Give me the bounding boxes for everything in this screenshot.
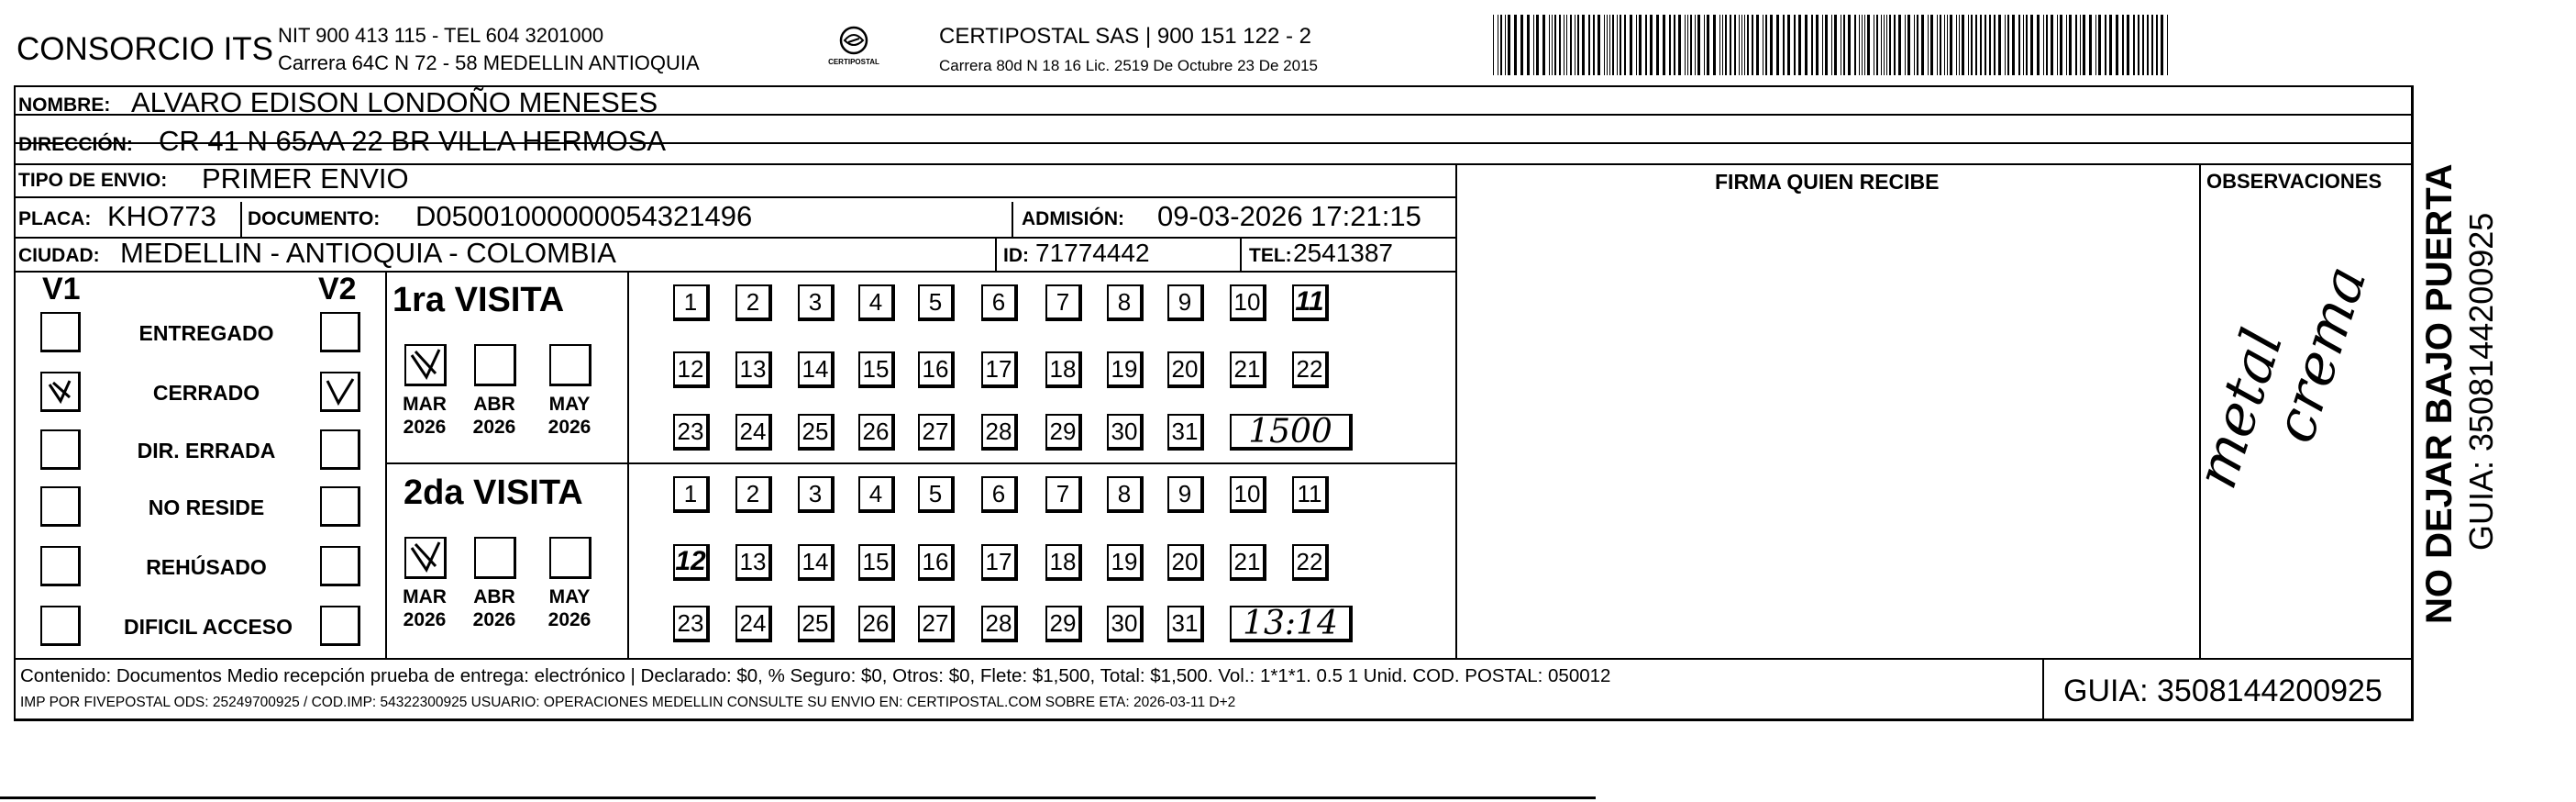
barcode-bar bbox=[1825, 15, 1828, 75]
barcode-bar bbox=[1917, 15, 1918, 75]
courier-license: Carrera 80d N 18 16 Lic. 2519 De Octubre 23 De 2015 bbox=[939, 57, 1318, 74]
barcode-bar bbox=[1685, 15, 1686, 75]
barcode-bar bbox=[1886, 15, 1887, 75]
barcode-bar bbox=[1956, 15, 1957, 75]
visit-1-day-box[interactable]: 17 bbox=[981, 351, 1018, 388]
firma-quien-recibe-label: FIRMA QUIEN RECIBE bbox=[1715, 170, 1940, 194]
barcode-bar bbox=[1577, 15, 1579, 75]
barcode-bar bbox=[1674, 15, 1675, 75]
barcode-bar bbox=[1636, 15, 1637, 75]
barcode-bar bbox=[1989, 15, 1991, 75]
visit-2-day-box[interactable]: 13 bbox=[735, 544, 772, 581]
barcode-bar bbox=[1493, 15, 1494, 75]
barcode-bar bbox=[1588, 15, 1590, 75]
barcode-bar bbox=[1617, 15, 1618, 75]
barcode-bar bbox=[1831, 15, 1832, 75]
barcode-bar bbox=[2057, 15, 2058, 75]
barcode-bar bbox=[1624, 15, 1626, 75]
barcode-bar bbox=[1944, 15, 1945, 75]
documento-value: D05001000000054321496 bbox=[415, 200, 753, 232]
barcode-bar bbox=[1928, 15, 1929, 75]
visit-1-day-box[interactable]: 11 bbox=[1292, 284, 1329, 321]
visit-2-day-box[interactable]: 12 bbox=[673, 544, 710, 581]
visit-1-day-box[interactable]: 23 bbox=[673, 414, 710, 451]
barcode-bar bbox=[1669, 15, 1671, 75]
visit-2-day-box[interactable]: 1 bbox=[673, 476, 710, 513]
barcode-bar bbox=[1697, 15, 1700, 75]
visit-2-day-box[interactable]: 20 bbox=[1167, 544, 1204, 581]
visit-1-day-box[interactable]: 13 bbox=[735, 351, 772, 388]
admision-value: 09-03-2026 17:21:15 bbox=[1157, 200, 1421, 232]
barcode-bar bbox=[1843, 15, 1845, 75]
documento-label: DOCUMENTO: bbox=[248, 208, 381, 229]
barcode-bar bbox=[1552, 15, 1553, 75]
barcode-bar bbox=[1520, 15, 1523, 75]
visit-1-day-box[interactable]: 30 bbox=[1107, 414, 1144, 451]
visit-1-day-box[interactable]: 18 bbox=[1045, 351, 1082, 388]
visit-2-day-box[interactable]: 28 bbox=[981, 606, 1018, 642]
barcode-bar bbox=[1770, 15, 1773, 75]
visit-2-day-box[interactable]: 7 bbox=[1045, 476, 1082, 513]
visit-2-day-box[interactable]: 27 bbox=[918, 606, 955, 642]
visit-2-day-box[interactable]: 3 bbox=[798, 476, 835, 513]
barcode-bar bbox=[1536, 15, 1539, 75]
barcode-bar bbox=[1962, 15, 1964, 75]
barcode-bar bbox=[1959, 15, 1960, 75]
barcode-bar bbox=[1787, 15, 1790, 75]
barcode-bar bbox=[1747, 15, 1749, 75]
barcode-bar bbox=[1898, 15, 1901, 75]
barcode-bar bbox=[1914, 15, 1915, 75]
v1-check-mark-icon bbox=[42, 373, 79, 410]
tipo-envio-value: PRIMER ENVIO bbox=[202, 162, 409, 195]
visit-2-day-box[interactable]: 5 bbox=[918, 476, 955, 513]
barcode-bar bbox=[1756, 15, 1759, 75]
visit-1-day-box[interactable]: 3 bbox=[798, 284, 835, 321]
barcode-bar bbox=[1805, 15, 1808, 75]
courier-name: CERTIPOSTAL SAS | 900 151 122 - 2 bbox=[939, 24, 1311, 49]
barcode-bar bbox=[2109, 15, 2112, 75]
visit-2-day-box[interactable]: 22 bbox=[1292, 544, 1329, 581]
barcode-bar bbox=[2046, 15, 2048, 75]
barcode-bar bbox=[1975, 15, 1977, 75]
visit-2-day-box[interactable]: 9 bbox=[1167, 476, 1204, 513]
v1-checkbox-dificil-acceso[interactable] bbox=[40, 606, 81, 646]
visit-2-day-box[interactable]: 4 bbox=[858, 476, 895, 513]
ciudad-label: CIUDAD: bbox=[18, 245, 100, 266]
visit-2-day-box[interactable]: 21 bbox=[1230, 544, 1266, 581]
visit-1-day-box[interactable]: 29 bbox=[1045, 414, 1082, 451]
barcode-bar bbox=[1980, 15, 1982, 75]
barcode-bar bbox=[2080, 15, 2081, 75]
barcode-bar bbox=[1998, 15, 2001, 75]
visit-2-month-checkbox-may[interactable] bbox=[549, 537, 591, 579]
visit-2-day-box[interactable]: 14 bbox=[798, 544, 835, 581]
barcode-bar bbox=[2066, 15, 2067, 75]
barcode-bar bbox=[1854, 15, 1856, 75]
tel-value: 2541387 bbox=[1293, 239, 1394, 267]
visit-2-day-box[interactable]: 19 bbox=[1107, 544, 1144, 581]
visit-1-day-box[interactable]: 21 bbox=[1230, 351, 1266, 388]
barcode-bar bbox=[2156, 15, 2158, 75]
visit-1-day-box[interactable]: 9 bbox=[1167, 284, 1204, 321]
v1-checkbox-cerrado[interactable] bbox=[40, 372, 81, 412]
visit-2-day-box[interactable]: 2 bbox=[735, 476, 772, 513]
barcode-bar bbox=[1678, 15, 1681, 75]
status-label-reh-sado: REHÚSADO bbox=[146, 555, 267, 579]
barcode-bar bbox=[2043, 15, 2044, 75]
visit-2-day-box[interactable]: 17 bbox=[981, 544, 1018, 581]
barcode-bar bbox=[1690, 15, 1692, 75]
footer-imp: IMP POR FIVEPOSTAL ODS: 25249700925 / COD.IMP: 54322300925 USUARIO: OPERACIONES MEDELLIN CONSULTE SU ENVIO EN: CERTIPOSTAL.COM SOBRE ETA: 2026-03-11 D+2 bbox=[20, 695, 1236, 710]
observacion-metal: metal bbox=[2182, 320, 2296, 496]
barcode-bar bbox=[1811, 15, 1813, 75]
barcode-bar bbox=[2127, 15, 2129, 75]
barcode-bar bbox=[2075, 15, 2077, 75]
visit-1-year-label: 2026 bbox=[547, 417, 591, 438]
barcode-bar bbox=[1848, 15, 1851, 75]
barcode-bar bbox=[1907, 15, 1910, 75]
barcode-bar bbox=[2089, 15, 2092, 75]
barcode-bar bbox=[1798, 15, 1801, 75]
tel-label: TEL: bbox=[1249, 245, 1292, 266]
direccion-label: DIRECCIÓN: bbox=[18, 134, 133, 155]
visit-2-month-label: MAR bbox=[403, 586, 447, 607]
barcode-bar bbox=[1889, 15, 1891, 75]
v1-checkbox-reh-sado[interactable] bbox=[40, 546, 81, 586]
barcode-bar bbox=[1884, 15, 1885, 75]
visit-1-year-label: 2026 bbox=[472, 417, 516, 438]
visit-2-month-checkbox-mar[interactable] bbox=[404, 537, 447, 579]
bottom-separator bbox=[0, 796, 1596, 799]
v2-check-mark-icon bbox=[322, 373, 359, 410]
visit-1-day-box[interactable]: 28 bbox=[981, 414, 1018, 451]
barcode-bar bbox=[1921, 15, 1924, 75]
visit-1-day-box[interactable]: 16 bbox=[918, 351, 955, 388]
visit-2-day-box[interactable]: 24 bbox=[735, 606, 772, 642]
visit-1-day-box[interactable]: 14 bbox=[798, 351, 835, 388]
v1-checkbox-dir-errada[interactable] bbox=[40, 429, 81, 470]
observaciones-label: OBSERVACIONES bbox=[2206, 170, 2383, 193]
barcode-bar bbox=[1549, 15, 1550, 75]
visit-1-year-label: 2026 bbox=[403, 417, 447, 438]
visit-1-day-box[interactable]: 27 bbox=[918, 414, 955, 451]
visit-2-year-label: 2026 bbox=[403, 609, 447, 630]
barcode-bar bbox=[1741, 15, 1742, 75]
visit-1-day-box[interactable]: 26 bbox=[858, 414, 895, 451]
barcode-bar bbox=[1598, 15, 1600, 75]
barcode-bar bbox=[2069, 15, 2072, 75]
barcode-bar bbox=[1505, 15, 1506, 75]
barcode-bar bbox=[2095, 15, 2096, 75]
visit-2-day-box[interactable]: 18 bbox=[1045, 544, 1082, 581]
barcode-bar bbox=[1704, 15, 1705, 75]
barcode-bar bbox=[1656, 15, 1659, 75]
visit-1-day-box[interactable]: 10 bbox=[1230, 284, 1266, 321]
barcode-bar bbox=[1725, 15, 1727, 75]
status-label-no-reside: NO RESIDE bbox=[148, 496, 265, 519]
visit-1-month-label: MAY bbox=[548, 394, 591, 415]
visit-1-day-box[interactable]: 1 bbox=[673, 284, 710, 321]
barcode-bar bbox=[1639, 15, 1642, 75]
barcode-bar bbox=[2151, 15, 2153, 75]
certipostal-logo bbox=[821, 22, 887, 73]
barcode-bar bbox=[2138, 15, 2139, 75]
barcode-bar bbox=[2051, 15, 2053, 75]
visit-1-day-box[interactable]: 24 bbox=[735, 414, 772, 451]
barcode-bar bbox=[1500, 15, 1502, 75]
barcode-bar bbox=[1713, 15, 1716, 75]
id-value: 71774442 bbox=[1035, 239, 1150, 267]
visit-1-day-box[interactable]: 22 bbox=[1292, 351, 1329, 388]
barcode-bar bbox=[2098, 15, 2101, 75]
barcode-bar bbox=[1593, 15, 1595, 75]
barcode-bar bbox=[1994, 15, 1996, 75]
footer-contenido: Contenido: Documentos Medio recepción prueba de entrega: electrónico | Declarado: $0, % Seguro: $0, Otros: $0, Flete: $1,500, Total: $1,500. Vol.: 1*1*1. 0.5 1 Unid. COD. POSTAL: 050012 bbox=[20, 665, 1611, 686]
status-label-dir-errada: DIR. ERRADA bbox=[137, 439, 276, 462]
visit-2-day-box[interactable]: 31 bbox=[1167, 606, 1204, 642]
visit-2-year-label: 2026 bbox=[472, 609, 516, 630]
month-check-mark-icon bbox=[406, 346, 445, 384]
placa-value: KHO773 bbox=[107, 200, 216, 232]
status-label-entregado: ENTREGADO bbox=[138, 321, 274, 345]
nombre-label: NOMBRE: bbox=[18, 95, 111, 116]
visit-2-day-box[interactable]: 11 bbox=[1292, 476, 1329, 513]
v2-checkbox-no-reside[interactable] bbox=[320, 486, 360, 527]
barcode-bar bbox=[2030, 15, 2033, 75]
barcode-bar bbox=[1834, 15, 1837, 75]
visit-1-day-box[interactable]: 20 bbox=[1167, 351, 1204, 388]
barcode-bar bbox=[2005, 15, 2006, 75]
visit-1-month-checkbox-abr[interactable] bbox=[474, 344, 516, 386]
barcode-bar bbox=[1859, 15, 1860, 75]
v2-checkbox-cerrado[interactable] bbox=[320, 372, 360, 412]
observacion-crema: crema bbox=[2260, 257, 2380, 451]
barcode-bar bbox=[2026, 15, 2028, 75]
barcode-bar bbox=[1650, 15, 1653, 75]
barcode-bar bbox=[1744, 15, 1745, 75]
certipostal-logo-text: CERTIPOSTAL bbox=[828, 58, 879, 66]
barcode-bar bbox=[1862, 15, 1863, 75]
id-label: ID: bbox=[1003, 245, 1029, 266]
barcode-bar bbox=[1905, 15, 1906, 75]
visit-1-month-checkbox-may[interactable] bbox=[549, 344, 591, 386]
barcode-bar bbox=[2142, 15, 2144, 75]
v1-checkbox-no-reside[interactable] bbox=[40, 486, 81, 527]
v2-checkbox-entregado[interactable] bbox=[320, 312, 360, 352]
barcode-bar bbox=[2007, 15, 2009, 75]
month-check-mark-icon bbox=[406, 539, 445, 577]
footer-guia: GUIA: 3508144200925 bbox=[2063, 674, 2383, 708]
barcode-bar bbox=[1739, 15, 1740, 75]
barcode-bar bbox=[1950, 15, 1952, 75]
barcode-bar bbox=[1533, 15, 1534, 75]
barcode-bar bbox=[1527, 15, 1530, 75]
barcode-bar bbox=[2133, 15, 2135, 75]
barcode-bar bbox=[2060, 15, 2062, 75]
barcode-bar bbox=[1968, 15, 1969, 75]
visit-1-day-box[interactable]: 7 bbox=[1045, 284, 1082, 321]
side-guia: GUIA: 3508144200925 bbox=[2462, 212, 2500, 551]
barcode-bar bbox=[1783, 15, 1785, 75]
visit-2-month-label: ABR bbox=[473, 586, 515, 607]
visit-2-day-box[interactable]: 26 bbox=[858, 606, 895, 642]
visit-2-day-box[interactable]: 8 bbox=[1107, 476, 1144, 513]
barcode-bar bbox=[2037, 15, 2040, 75]
barcode-bar bbox=[1971, 15, 1973, 75]
barcode-bar bbox=[1554, 15, 1556, 75]
visit-2-day-box[interactable]: 29 bbox=[1045, 606, 1082, 642]
v2-checkbox-dir-errada[interactable] bbox=[320, 429, 360, 470]
barcode-bar bbox=[1687, 15, 1688, 75]
barcode-bar bbox=[1876, 15, 1878, 75]
visit-2-day-box[interactable]: 15 bbox=[858, 544, 895, 581]
barcode-bar bbox=[1940, 15, 1941, 75]
barcode-bar bbox=[2023, 15, 2024, 75]
visit-1-day-box[interactable]: 8 bbox=[1107, 284, 1144, 321]
barcode-bar bbox=[2161, 15, 2163, 75]
barcode-bar bbox=[1570, 15, 1572, 75]
barcode-bar bbox=[1734, 15, 1736, 75]
visit-2-month-checkbox-abr[interactable] bbox=[474, 537, 516, 579]
v1-checkbox-entregado[interactable] bbox=[40, 312, 81, 352]
visit-2-day-box[interactable]: 23 bbox=[673, 606, 710, 642]
barcode-bar bbox=[1794, 15, 1796, 75]
visit-1-day-box[interactable]: 4 bbox=[858, 284, 895, 321]
visit-1-day-box[interactable]: 31 bbox=[1167, 414, 1204, 451]
barcode-bar bbox=[1867, 15, 1870, 75]
placa-label: PLACA: bbox=[18, 208, 92, 229]
barcode-bar bbox=[1937, 15, 1938, 75]
visit-1-day-box[interactable]: 19 bbox=[1107, 351, 1144, 388]
barcode-bar bbox=[2116, 15, 2118, 75]
visit-2-day-box[interactable]: 10 bbox=[1230, 476, 1266, 513]
visit-1-day-box[interactable]: 2 bbox=[735, 284, 772, 321]
barcode-bar bbox=[1559, 15, 1561, 75]
barcode-bar bbox=[2105, 15, 2106, 75]
barcode-bar bbox=[1620, 15, 1621, 75]
barcode-bar bbox=[1752, 15, 1753, 75]
barcode-bar bbox=[1776, 15, 1779, 75]
barcode-bar bbox=[2083, 15, 2085, 75]
barcode-bar bbox=[1985, 15, 1986, 75]
visit-1-day-box[interactable]: 12 bbox=[673, 351, 710, 388]
v2-checkbox-dificil-acceso[interactable] bbox=[320, 606, 360, 646]
barcode-bar bbox=[1663, 15, 1665, 75]
barcode-bar bbox=[1566, 15, 1567, 75]
barcode-bar bbox=[1765, 15, 1767, 75]
status-label-dificil-acceso: DIFICIL ACCESO bbox=[124, 615, 293, 639]
ciudad-value: MEDELLIN - ANTIOQUIA - COLOMBIA bbox=[120, 237, 616, 269]
visit-1-day-box[interactable]: 15 bbox=[858, 351, 895, 388]
direccion-value: CR 41 N 65AA 22 BR VILLA HERMOSA bbox=[159, 125, 667, 157]
v1-label: V1 bbox=[42, 272, 81, 306]
barcode-bar bbox=[1508, 15, 1510, 75]
barcode-bar bbox=[1822, 15, 1823, 75]
barcode-bar bbox=[1604, 15, 1605, 75]
barcode-bar bbox=[2012, 15, 2015, 75]
barcode-bar bbox=[1514, 15, 1517, 75]
barcode bbox=[1493, 15, 2172, 75]
barcode-bar bbox=[1582, 15, 1585, 75]
barcode-bar bbox=[1612, 15, 1614, 75]
barcode-bar bbox=[2122, 15, 2124, 75]
no-dejar-bajo-puerta: NO DEJAR BAJO PUERTA bbox=[2419, 163, 2460, 624]
visit-1-month-checkbox-mar[interactable] bbox=[404, 344, 447, 386]
barcode-bar bbox=[1609, 15, 1610, 75]
visit-2-day-box[interactable]: 6 bbox=[981, 476, 1018, 513]
visit-2-time[interactable]: 13:14 bbox=[1230, 606, 1353, 642]
status-label-cerrado: CERRADO bbox=[152, 381, 260, 405]
company-name: CONSORCIO ITS bbox=[17, 31, 274, 67]
barcode-bar bbox=[2018, 15, 2020, 75]
admision-label: ADMISIÓN: bbox=[1022, 208, 1124, 229]
visit-1-day-box[interactable]: 25 bbox=[798, 414, 835, 451]
visit-2-day-box[interactable]: 16 bbox=[918, 544, 955, 581]
visit-1-time[interactable]: 1500 bbox=[1230, 414, 1353, 451]
barcode-bar bbox=[1930, 15, 1933, 75]
nombre-value: ALVARO EDISON LONDOÑO MENESES bbox=[131, 86, 658, 118]
barcode-bar bbox=[1645, 15, 1647, 75]
company-address: Carrera 64C N 72 - 58 MEDELLIN ANTIOQUIA bbox=[278, 51, 700, 74]
barcode-bar bbox=[1542, 15, 1545, 75]
barcode-bar bbox=[2167, 15, 2168, 75]
barcode-bar bbox=[1707, 15, 1709, 75]
barcode-bar bbox=[2147, 15, 2149, 75]
barcode-bar bbox=[1894, 15, 1896, 75]
visit-1-title: 1ra VISITA bbox=[392, 281, 565, 319]
barcode-bar bbox=[1864, 15, 1865, 75]
visit-1-day-box[interactable]: 5 bbox=[918, 284, 955, 321]
barcode-bar bbox=[1816, 15, 1819, 75]
visit-2-day-box[interactable]: 25 bbox=[798, 606, 835, 642]
barcode-bar bbox=[1881, 15, 1882, 75]
visit-1-day-box[interactable]: 6 bbox=[981, 284, 1018, 321]
visit-2-day-box[interactable]: 30 bbox=[1107, 606, 1144, 642]
tipo-envio-label: TIPO DE ENVIO: bbox=[18, 170, 168, 191]
v2-checkbox-reh-sado[interactable] bbox=[320, 546, 360, 586]
barcode-bar bbox=[1630, 15, 1632, 75]
v2-label: V2 bbox=[318, 272, 357, 306]
barcode-bar bbox=[1607, 15, 1608, 75]
visit-2-year-label: 2026 bbox=[547, 609, 591, 630]
barcode-bar bbox=[1719, 15, 1720, 75]
barcode-bar bbox=[1947, 15, 1948, 75]
barcode-bar bbox=[1730, 15, 1731, 75]
barcode-bar bbox=[1722, 15, 1723, 75]
visit-1-month-label: MAR bbox=[403, 394, 447, 415]
visit-2-title: 2da VISITA bbox=[404, 473, 583, 512]
visit-1-month-label: ABR bbox=[473, 394, 515, 415]
company-nit-tel: NIT 900 413 115 - TEL 604 3201000 bbox=[278, 24, 604, 47]
barcode-bar bbox=[1695, 15, 1696, 75]
visit-2-month-label: MAY bbox=[548, 586, 591, 607]
